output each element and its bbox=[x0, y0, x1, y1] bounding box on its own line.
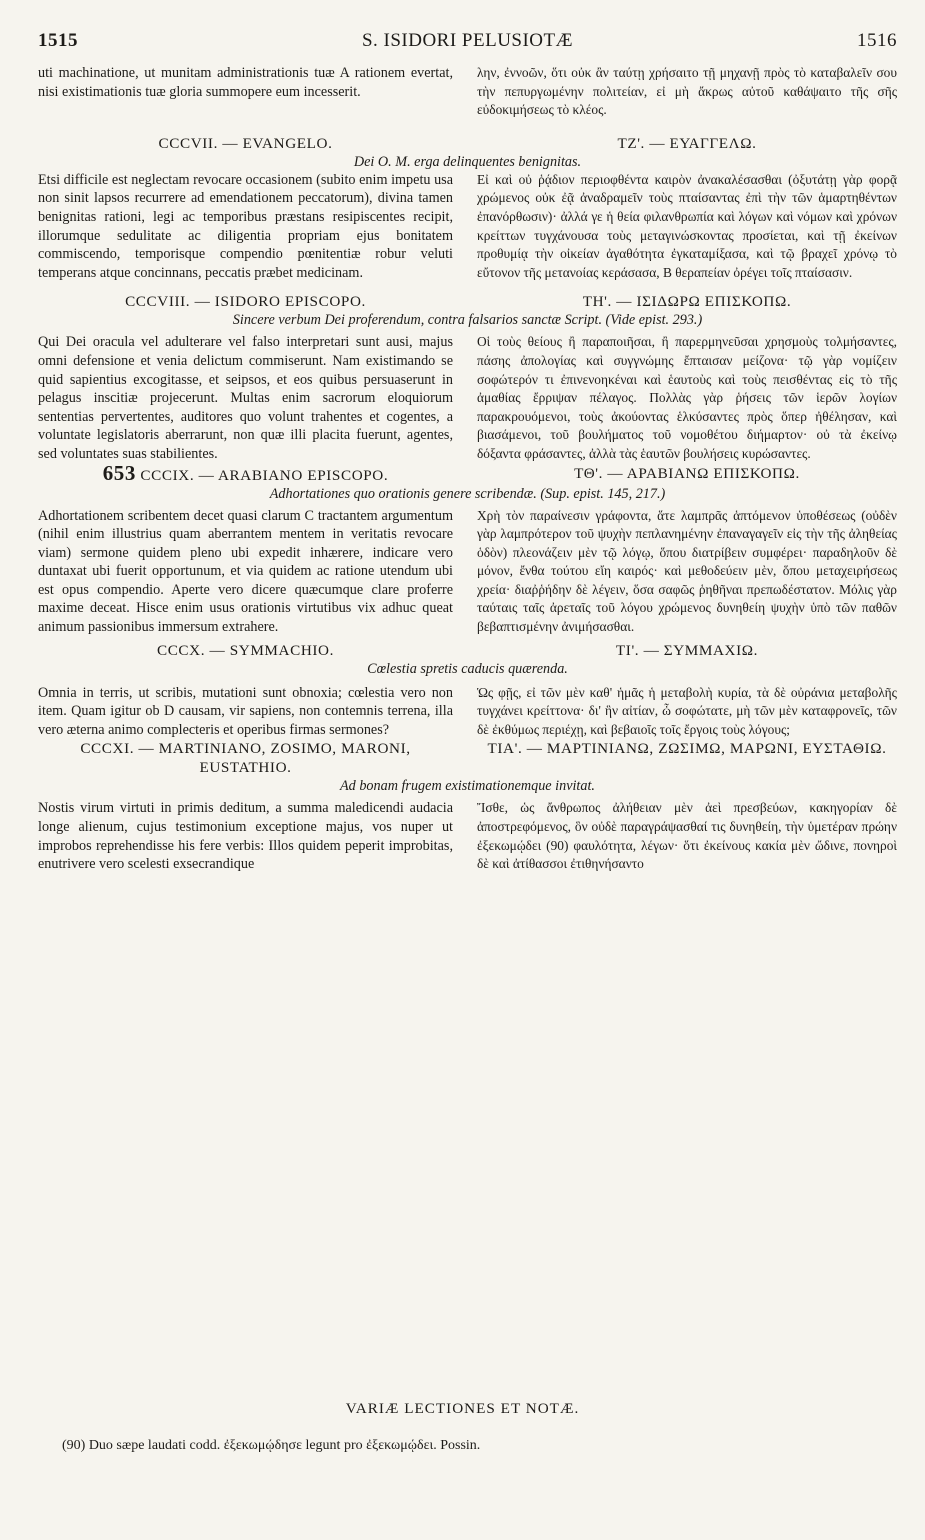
letter-subtitle: Ad bonam frugem existimationemque invitat. bbox=[340, 778, 595, 795]
greek-heading: ΤΙΑ'. — ΜΑΡΤΙΝΙΑΝΩ, ΖΩΣΙΜΩ, ΜΑΡΩΝΙ, ΕΥΣΤΑΘΙΩ. bbox=[487, 740, 887, 758]
page-body bbox=[38, 64, 897, 874]
latin-heading: CCCVII. — EVANGELO. bbox=[158, 134, 333, 152]
letter-heading bbox=[38, 134, 897, 153]
latin-heading: CCCVIII. — ISIDORO EPISCOPO. bbox=[125, 293, 366, 311]
letter-section bbox=[38, 641, 897, 740]
running-title: S. ISIDORI PELUSIOTÆ bbox=[361, 30, 574, 51]
letter-subtitle: Dei O. M. erga delinquentes benignitas. bbox=[353, 153, 582, 170]
running-header bbox=[38, 30, 897, 56]
letter-heading bbox=[38, 739, 897, 777]
greek-text: Ὡς φῇς, εἰ τῶν μὲν καθ' ἡμᾶς ἡ μεταβολὴ κυρία, τὰ δὲ οὐράνια μεταβολῆς τυγχάνει κρείττονα· δι' ἣν αἰτίαν, ὦ σοφώτατε, μὴ τῶν μὲν καταφρονεῖς, τῶν δὲ ἐκθύμως περιέχῃ, καὶ βεβαιοῖς τοῖς ἔργοις τοὺς λόγους; bbox=[477, 684, 897, 737]
letter-subtitle: Sincere verbum Dei proferendum, contra falsarios sanctæ Script. (Vide epist. 293.) bbox=[232, 312, 703, 329]
letter-section bbox=[38, 292, 897, 463]
latin-text: Adhortationem scribentem decet quasi clarum C tractantem argumentum (nihil enim illustrius quam aberrantem mentem in veritatis revocare viam) sermone quidem pleno ubi expedit inhærere, indicare vero duntaxat ubi fuerit opportunum, et via quidem ac ratione utendum ubi est opus compendio. Aperte vero dicere quæcumque clare proferre maxime deceat. Hisce enim usus orationis virtutibus vix adhuc queat animum passionibus immersum extrahere. bbox=[38, 507, 453, 636]
greek-text: Χρὴ τὸν παραίνεσιν γράφοντα, ἅτε λαμπρᾶς ἁπτόμενον ὑποθέσεως (οὐδὲν γὰρ λαμπρότερον τοῦ ψυχὴν πεπλανημένην ἐπαναγαγεῖν εἰς τὴν τῆς ἀληθείας ὁδὸν) πλεονάζειν μὲν τῷ λόγῳ, ὅπου διατρίβειν συμφέρει· παραδηλοῦν δὲ μόνον, ἔνθα τούτου εἴη καιρός· καὶ μεθοδεύειν μὲν, ὅπου μεταχειρήσεως χρεία· διαῤῥήδην δὲ λέγειν, ὅσα σαφῶς ῥηθῆναι πρεπωδέστατον. Μόλις γὰρ ταύταις ταῖς ἀρεταῖς τοῦ λόγου χρώμενος δυνηθείη ψυχὴν ὑπὸ τῶν παθῶν βεβαπτισμένην ἀνιμήσασθαι. bbox=[477, 507, 897, 635]
notes-title: VARIÆ LECTIONES ET NOTÆ. bbox=[345, 1400, 580, 1417]
latin-text: Etsi difficile est neglectam revocare occasionem (subito enim impetu usa non sinit lapsos recurrere ad emendationem peccatorum), divina tamen benignitas rationi, legi ac temporibus præstans resipiscentes recipit, illorumque sedulitate ac diligentia propriam ejus bonitatem commiscendo, temporisque compendio pœnitentiæ robur veluti temperans atque concinnans, peccatis præbet medicinam. bbox=[38, 171, 453, 281]
latin-heading: CCCXI. — MARTINIANO, ZOSIMO, MARONI, EUSTATHIO. bbox=[80, 740, 411, 777]
greek-text: Ἴσθε, ὡς ἄνθρωπος ἀλήθειαν μὲν ἀεὶ πρεσβεύων, κακηγορίαν δὲ ἀποστρεφόμενος, ὃν οὐδὲ παραγράψασθαί τις δυνηθείη, τὴν ὑμετέραν πρώην ἐξεκωμῴδει (90) φαυλότητα, λέγων· ὅτι ἐκείνους κακία μὲν ὤδινε, πονηροὶ δὲ καὶ ἀτίθασσοι ἐτιθηνήσαντο bbox=[477, 800, 897, 872]
page-number-left: 1515 bbox=[38, 30, 78, 51]
greek-text: Εἰ καὶ οὐ ῥᾴδιον περιοφθέντα καιρὸν ἀνακαλέσασθαι (ὀξυτάτῃ γὰρ φορᾷ χρώμενος οὐκ ἐᾷ ἀναδραμεῖν τοὺς πταίσαντας ἐπὶ τὴν τῶν ἁμαρτηθέντων ἐπανόρθωσιν)· ἀλλά γε ἡ θεία φιλανθρωπία καὶ λόγων καὶ νόμων καὶ χρόνων κρείττων τυγχάνουσα τοὺς μεταγινώσκοντας προσίεται, καὶ τῇ ἐκείνων προθυμίᾳ τὴν οἰκείαν ἀγαθότητα ἐγκαταμίξασα, καὶ τῷ βραχεῖ χρόνῳ τὸ εὔτονον τῆς μετανοίας κεράσασα, B θεραπείαν ὀρέγει τοῖς πταίσασιν. bbox=[477, 171, 897, 280]
letter-heading bbox=[38, 641, 897, 660]
greek-text: Οἱ τοὺς θείους ἢ παραποιῆσαι, ἢ παρερμηνεῦσαι χρησμοὺς τολμήσαντες, πάσης ἀπολογίας καὶ συγγνώμης ἔπταισαν μείζονα· τῷ γὰρ νομίζειν σοφώτερόν τι ἐπινενοηκέναι καὶ ἑαυτοὺς καὶ τοὺς πεισθέντας εἰς τὸ τῆς ἀμαθίας ἔρριψαν πέλαγος. Πολλὰς γὰρ ῥήσεις τῶν ἱερῶν λογίων παρακρουόμενοι, τοὺς ἀκούοντας ἑλκύσαντες πρὸς ὅπερ ἠθέλησαν, καὶ βιασάμενοι, τοῦ βουλήματος τοῦ νομοθέτου διήμαρτον· οὐ τὰ ἐκείνῳ δόξαντα φράσαντες, ἀλλὰ τὰς ἑαυτῶν βουλήσεις κυρώσαντες. bbox=[477, 334, 897, 461]
letter-section bbox=[38, 134, 897, 283]
letter-section bbox=[38, 739, 897, 873]
latin-text: Omnia in terris, ut scribis, mutationi sunt obnoxia; cœlestia vero non item. Quam igitur ob D causam, vir sapiens, non contemnis terrena, illa vero æterna animo complecteris et operibus firmas sermones? bbox=[38, 684, 453, 738]
latin-heading: CCCX. — SYMMACHIO. bbox=[156, 641, 335, 659]
latin-text: Qui Dei oracula vel adulterare vel falso interpretari sunt ausi, majus omni defensione et venia delictum commiserunt. Nam existimando se quid sapientius excogitasse, et seipsos, et eos quibus persuaserunt in pelagus inscitiæ projecerunt. Multas enim sacrorum eloquiorum sententias pervertentes, auditores quo volunt trahentes et cogentes, a voluntate legislatoris aberrarunt, non quæ illi placita fuerunt, agentes, sed voluntates suas stabilientes. bbox=[38, 334, 453, 462]
footnote: (90) Duo sæpe laudati codd. ἐξεκωμῴδησε legunt pro ἐξεκωμῴδει. Possin. bbox=[62, 1438, 481, 1453]
latin-text: Nostis virum virtuti in primis deditum, a summa maledicendi audacia longe alienum, cujus testimonium exceptione majus, vos nuper ut improbos reprehendisse his fere verbis: Illos quidem peperit improbitas, enutrivere vero scelesti exsecrandique bbox=[38, 800, 453, 873]
letter-heading bbox=[38, 460, 897, 485]
letter-section bbox=[38, 460, 897, 637]
intro-block bbox=[38, 64, 897, 120]
greek-text: λην, ἐννοῶν, ὅτι οὐκ ἂν ταύτῃ χρήσαιτο τῇ μηχανῇ πρὸς τὸ καταβαλεῖν σου τὴν πεπυργωμένην πολιτείαν, εἰ μὴ ἄκρως αὐτοῦ καθάψαιτο τῆς σῆς εὐδοκιμήσεως τὸ κλέος. bbox=[477, 65, 897, 118]
greek-heading: ΤΖ'. — ΕΥΑΓΓΕΛΩ. bbox=[617, 134, 757, 152]
margin-number: 653 bbox=[102, 460, 137, 485]
latin-text: uti machinatione, ut munitam administrationis tuæ A rationem evertat, nisi existimationis tuæ gloria summopere eum incesserit. bbox=[38, 65, 453, 100]
greek-heading: ΤΙ'. — ΣΥΜΜΑΧΙΩ. bbox=[615, 641, 759, 659]
page-number-right: 1516 bbox=[857, 30, 897, 51]
greek-heading: ΤΘ'. — ΑΡΑΒΙΑΝΩ ΕΠΙΣΚΟΠΩ. bbox=[574, 464, 800, 482]
letter-subtitle: Cœlestia spretis caducis quærenda. bbox=[367, 660, 568, 677]
greek-heading: ΤΗ'. — ΙΣΙΔΩΡΩ ΕΠΙΣΚΟΠΩ. bbox=[582, 293, 792, 311]
letter-heading bbox=[38, 292, 897, 311]
letter-subtitle: Adhortationes quo orationis genere scribendæ. (Sup. epist. 145, 217.) bbox=[269, 485, 666, 502]
latin-heading: CCCIX. — ARABIANO EPISCOPO. bbox=[140, 466, 389, 484]
